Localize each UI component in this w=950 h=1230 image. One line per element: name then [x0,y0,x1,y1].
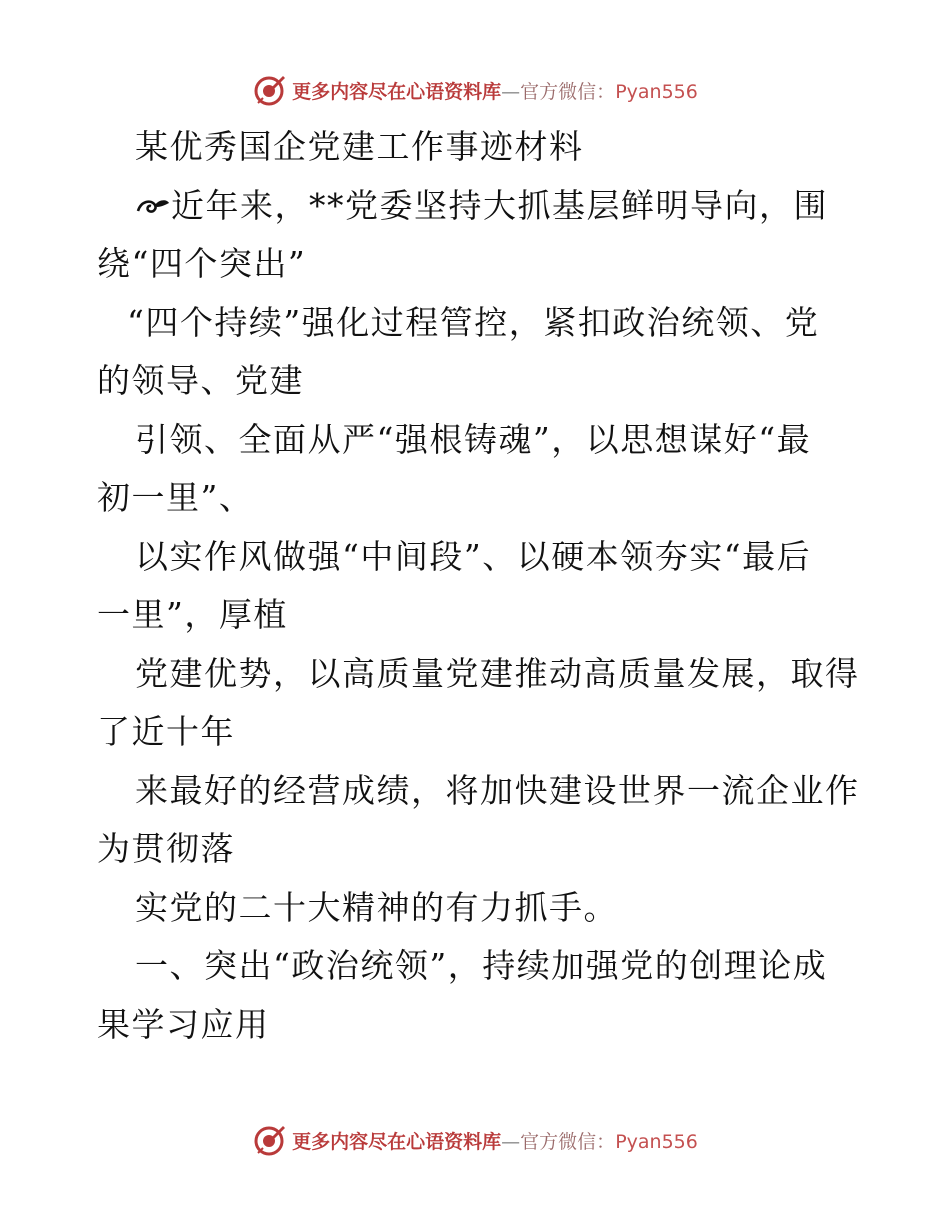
document-line: 引领、全面从严“强根铸魂”，以思想谋好“最 [135,419,812,459]
footer-wechat-id: Pyan556 [615,1130,698,1153]
header-text [292,77,698,104]
document-line: 为贯彻落 [97,829,235,868]
pen-seal-logo-icon [252,73,286,107]
header-banner [0,70,950,110]
footer-text [292,1127,698,1154]
document-line: 果学习应用 [97,1004,270,1044]
footer-separator: — [501,1130,521,1153]
document-line-text: 近年来，**党委坚持大抓基层鲜明导向，围 [171,185,828,225]
document-line: 初一里”、 [97,478,254,517]
document-line: 绕“四个突出” [97,244,307,283]
header-separator: — [501,80,521,103]
document-title: 某优秀国企党建工作事迹材料 [135,127,584,166]
leaf-ornament-icon [135,193,171,219]
section-heading: 一、突出“政治统领”，持续加强党的创理论成 [135,946,828,985]
footer-brand: 更多内容尽在心语资料库 [292,1130,502,1153]
document-line: 了近十年 [97,712,235,751]
document-line: 的领导、党建 [97,361,304,400]
header-wechat-id: Pyan556 [615,80,698,103]
pen-seal-logo-icon [252,1123,286,1157]
document-line: 实党的二十大精神的有力抓手。 [135,887,618,927]
footer-banner [0,1120,950,1160]
document-line [97,177,857,236]
document-line: 一里”，厚植 [97,595,288,634]
header-wechat-label: 官方微信： [520,80,616,103]
document-body [97,118,860,1054]
document-line: 党建优势，以高质量党建推动高质量发展，取得 [135,653,860,693]
document-line: 以实作风做强“中间段”、以硬本领夯实“最后 [135,536,812,576]
document-line: “四个持续”强化过程管控，紧扣政治统领、党 [127,302,820,342]
header-brand: 更多内容尽在心语资料库 [292,80,502,103]
document-line: 来最好的经营成绩，将加快建设世界一流企业作 [135,770,860,810]
footer-wechat-label: 官方微信： [520,1130,616,1153]
